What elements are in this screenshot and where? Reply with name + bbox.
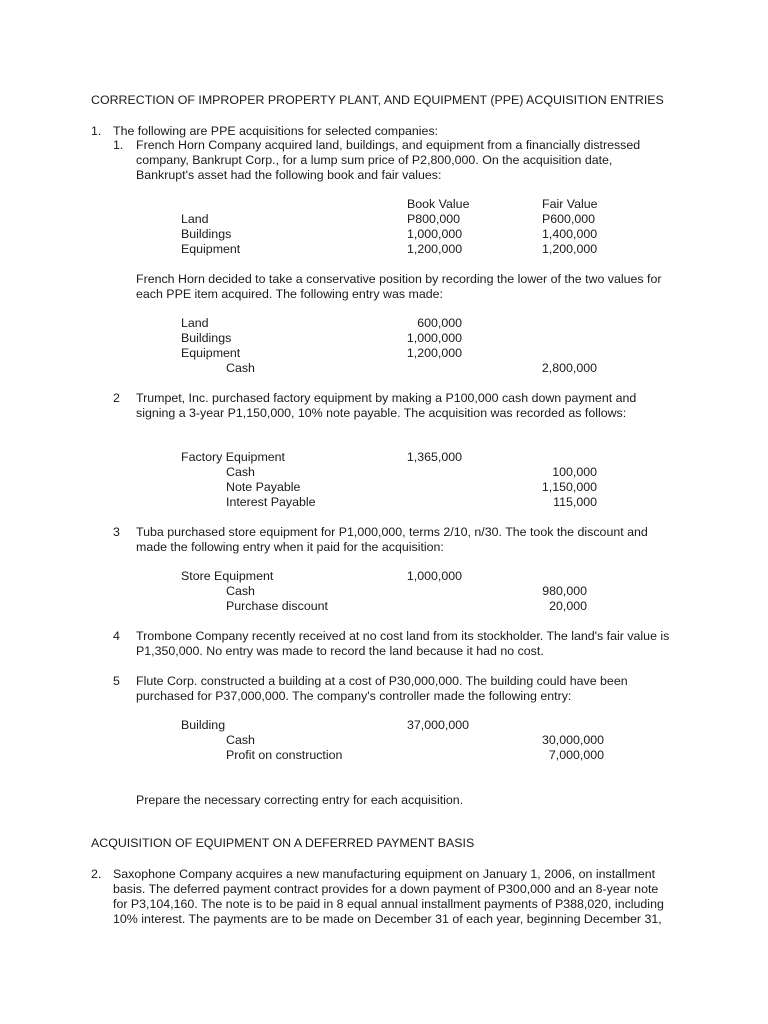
table-cell: 1,400,000	[542, 227, 598, 241]
item-text-line: French Horn decided to take a conservative position by recording the lower of the two values for	[136, 272, 662, 286]
question-text-line: for P3,104,160. The note is to be paid in 8 equal annual installment payments of P388,020, including	[113, 897, 664, 911]
section-title-ppe-corrections: CORRECTION OF IMPROPER PROPERTY PLANT, AND EQUIPMENT (PPE) ACQUISITION ENTRIES	[91, 93, 664, 107]
item-number: 1.	[113, 138, 124, 152]
entry-account: Factory Equipment	[181, 450, 285, 464]
table-row-label: Buildings	[181, 227, 232, 241]
item-number: 2	[113, 391, 120, 405]
item-text-line: P1,350,000. No entry was made to record the land because it had no cost.	[136, 644, 544, 658]
column-header: Book Value	[407, 197, 470, 211]
item-text-line: French Horn Company acquired land, buildings, and equipment from a financially distressed	[136, 138, 641, 152]
entry-debit: 1,200,000	[406, 346, 462, 360]
entry-debit: 1,000,000	[406, 569, 462, 583]
entry-account: Building	[181, 718, 226, 732]
question-number: 1.	[91, 124, 102, 138]
item-text-line: Trombone Company recently received at no cost land from its stockholder. The land's fair value is	[136, 629, 670, 643]
entry-account: Cash	[226, 361, 255, 375]
table-row-label: Land	[181, 212, 209, 226]
entry-account: Cash	[226, 733, 255, 747]
entry-credit: 980,000	[542, 584, 587, 598]
item-text-line: company, Bankrupt Corp., for a lump sum price of P2,800,000. On the acquisition date,	[136, 153, 613, 167]
question-intro: The following are PPE acquisitions for selected companies:	[113, 124, 439, 138]
entry-account: Profit on construction	[226, 748, 343, 762]
entry-debit: 1,365,000	[406, 450, 462, 464]
item-number: 3	[113, 525, 120, 539]
item-number: 5	[113, 674, 120, 688]
instruction-text: Prepare the necessary correcting entry for each acquisition.	[136, 793, 464, 807]
table-cell: 1,200,000	[542, 242, 598, 256]
entry-credit: 2,800,000	[541, 361, 597, 375]
item-text-line: purchased for P37,000,000. The company's controller made the following entry:	[136, 689, 572, 703]
table-row-label: Equipment	[181, 242, 241, 256]
item-text-line: Flute Corp. constructed a building at a cost of P30,000,000. The building could have been	[136, 674, 628, 688]
entry-account: Store Equipment	[181, 569, 274, 583]
table-cell: P800,000	[407, 212, 461, 226]
entry-debit: 37,000,000	[407, 718, 470, 732]
entry-account: Cash	[226, 465, 255, 479]
table-cell: P600,000	[542, 212, 596, 226]
question-number: 2.	[91, 867, 102, 881]
entry-credit: 100,000	[552, 465, 597, 479]
entry-account: Equipment	[181, 346, 241, 360]
entry-account: Interest Payable	[226, 495, 316, 509]
question-text-line: basis. The deferred payment contract provides for a down payment of P300,000 and an 8-year note	[113, 882, 659, 896]
entry-credit: 1,150,000	[541, 480, 597, 494]
question-text-line: 10% interest. The payments are to be made on December 31 of each year, beginning December 31,	[113, 912, 662, 926]
section-title-deferred-payment: ACQUISITION OF EQUIPMENT ON A DEFERRED PAYMENT BASIS	[91, 836, 475, 850]
item-number: 4	[113, 629, 120, 643]
table-cell: 1,000,000	[407, 227, 463, 241]
entry-account: Buildings	[181, 331, 232, 345]
entry-account: Purchase discount	[226, 599, 328, 613]
item-text-line: Tuba purchased store equipment for P1,000,000, terms 2/10, n/30. The took the discount and	[136, 525, 648, 539]
item-text-line: each PPE item acquired. The following entry was made:	[136, 287, 443, 301]
table-cell: 1,200,000	[407, 242, 463, 256]
entry-debit: 1,000,000	[406, 331, 462, 345]
entry-credit: 7,000,000	[548, 748, 604, 762]
question-text-line: Saxophone Company acquires a new manufacturing equipment on January 1, 2006, on installment	[113, 867, 656, 881]
column-header: Fair Value	[542, 197, 598, 211]
entry-account: Land	[181, 316, 209, 330]
item-text-line: Bankrupt's asset had the following book and fair values:	[136, 168, 442, 182]
entry-debit: 600,000	[417, 316, 462, 330]
item-text-line: Trumpet, Inc. purchased factory equipment by making a P100,000 cash down payment and	[136, 391, 637, 405]
entry-credit: 30,000,000	[541, 733, 604, 747]
entry-credit: 115,000	[553, 495, 597, 509]
item-text-line: signing a 3-year P1,150,000, 10% note payable. The acquisition was recorded as follows:	[136, 406, 627, 420]
entry-account: Cash	[226, 584, 255, 598]
entry-account: Note Payable	[226, 480, 301, 494]
item-text-line: made the following entry when it paid for the acquisition:	[136, 540, 444, 554]
entry-credit: 20,000	[549, 599, 587, 613]
